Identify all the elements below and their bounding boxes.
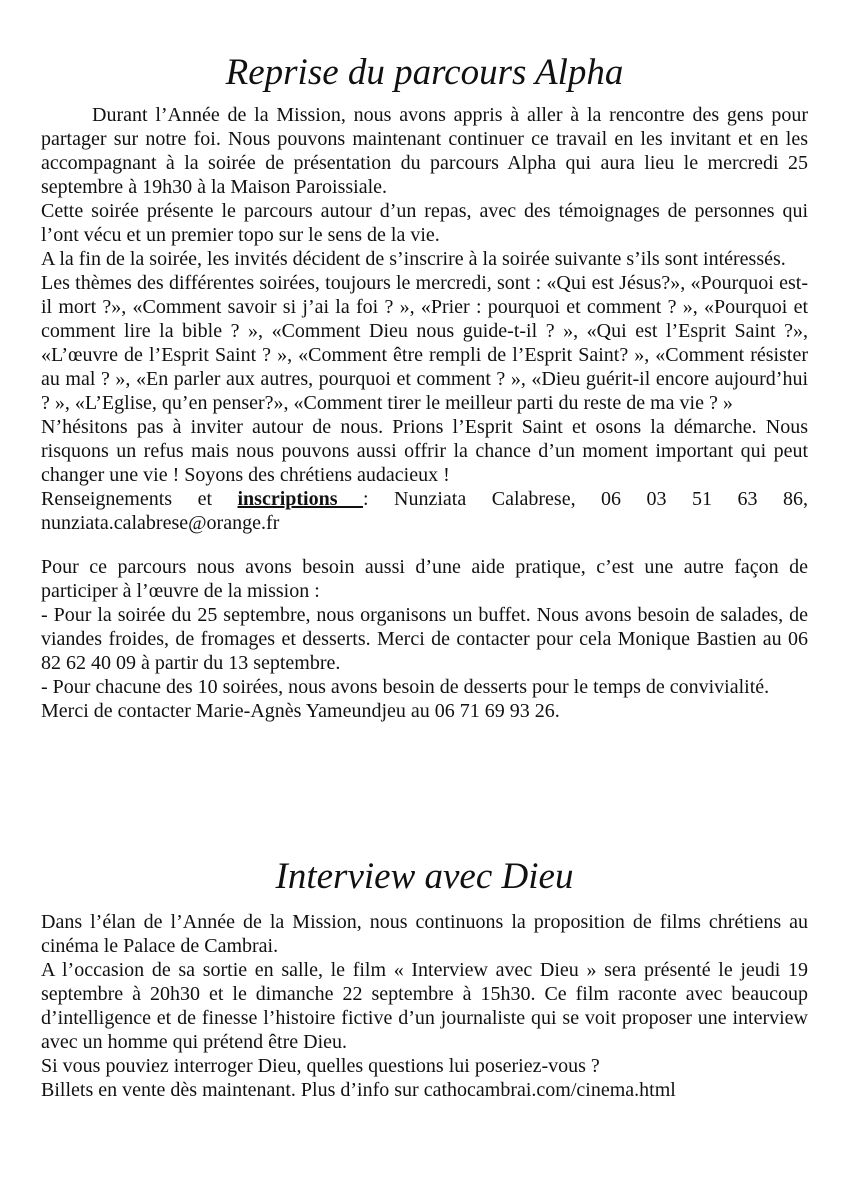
alpha-intro-paragraph: Durant l’Année de la Mission, nous avons appris à aller à la rencontre des gens pour partager sur notre foi. Nous pouvons maintenant continuer ce travail en les invitant et en les accompagnant à la soirée de présentation du parcours Alpha qui aura lieu le mercredi 25 septembre à 19h30 à la Maison Paroissiale. <box>41 104 808 198</box>
alpha-invite-paragraph: N’hésitons pas à inviter autour de nous. Prions l’Esprit Saint et osons la démarche. Nous risquons un refus mais nous pouvons aussi offrir la chance d’un moment important qui peut changer une vie ! Soyons des chrétiens audacieux ! <box>41 416 808 486</box>
help-intro-paragraph: Pour ce parcours nous avons besoin aussi d’une aide pratique, c’est une autre façon de participer à l’œuvre de la mission : <box>41 556 808 602</box>
interview-tickets-paragraph: Billets en vente dès maintenant. Plus d’info sur cathocambrai.com/cinema.html <box>41 1079 676 1101</box>
contact-details: : Nunziata Calabrese, 06 03 51 63 86, nunziata.calabrese@orange.fr <box>41 488 808 534</box>
alpha-evening-paragraph: Cette soirée présente le parcours autour d’un repas, avec des témoignages de personnes qui l’ont vécu et un premier topo sur le sens de la vie. <box>41 200 808 246</box>
help-desserts-item: - Pour chacune des 10 soirées, nous avons besoin de desserts pour le temps de convivialité. Merci de contacter Marie-Agnès Yameundjeu au 06 71 69 93 26. <box>41 676 770 722</box>
alpha-section-title: Reprise du parcours Alpha <box>225 52 624 93</box>
document-page <box>41 48 808 1101</box>
interview-section-title: Interview avec Dieu <box>275 856 574 897</box>
alpha-contact-paragraph <box>41 487 808 535</box>
inscriptions-keyword: inscriptions <box>237 488 364 510</box>
help-buffet-item: - Pour la soirée du 25 septembre, nous organisons un buffet. Nous avons besoin de salades, de viandes froides, de fromages et desserts. Merci de contacter pour cela Monique Bastien au 06 82 62 40 09 à partir du 13 septembre. <box>41 604 808 674</box>
interview-section <box>41 852 808 1102</box>
contact-lead: Renseignements et <box>41 488 238 510</box>
interview-question-paragraph: Si vous pouviez interroger Dieu, quelles questions lui poseriez-vous ? <box>41 1055 600 1077</box>
alpha-signup-paragraph: A la fin de la soirée, les invités décident de s’inscrire à la soirée suivante s’ils sont intéressés. <box>41 248 786 270</box>
alpha-themes-paragraph: Les thèmes des différentes soirées, toujours le mercredi, sont : «Qui est Jésus?», «Pourquoi est-il mort ?», «Comment savoir si j’ai la foi ? », «Prier : pourquoi et comment ? », «Pourquoi et comment lire la bible ? », «Comment Dieu nous guide-t-il ? », «Qui est l’Esprit Saint ?», «L’œuvre de l’Esprit Saint ? », «Comment être rempli de l’Esprit Saint? », «Comment résister au mal ? », «En parler aux autres, pourquoi et comment ? », «Dieu guérit-il encore aujourd’hui ? », «L’Eglise, qu’en penser?», «Comment tirer le meilleur parti du reste de ma vie ? » <box>41 272 808 414</box>
interview-film-paragraph: A l’occasion de sa sortie en salle, le film « Interview avec Dieu » sera présenté le jeudi 19 septembre à 20h30 et le dimanche 22 septembre à 15h30. Ce film raconte avec beaucoup d’intelligence et de finesse l’histoire fictive d’un journaliste qui se voit proposer une interview avec un homme qui prétend être Dieu. <box>41 959 808 1053</box>
interview-intro-paragraph: Dans l’élan de l’Année de la Mission, nous continuons la proposition de films chrétiens au cinéma le Palace de Cambrai. <box>41 911 808 957</box>
paragraph-gap <box>41 535 808 555</box>
